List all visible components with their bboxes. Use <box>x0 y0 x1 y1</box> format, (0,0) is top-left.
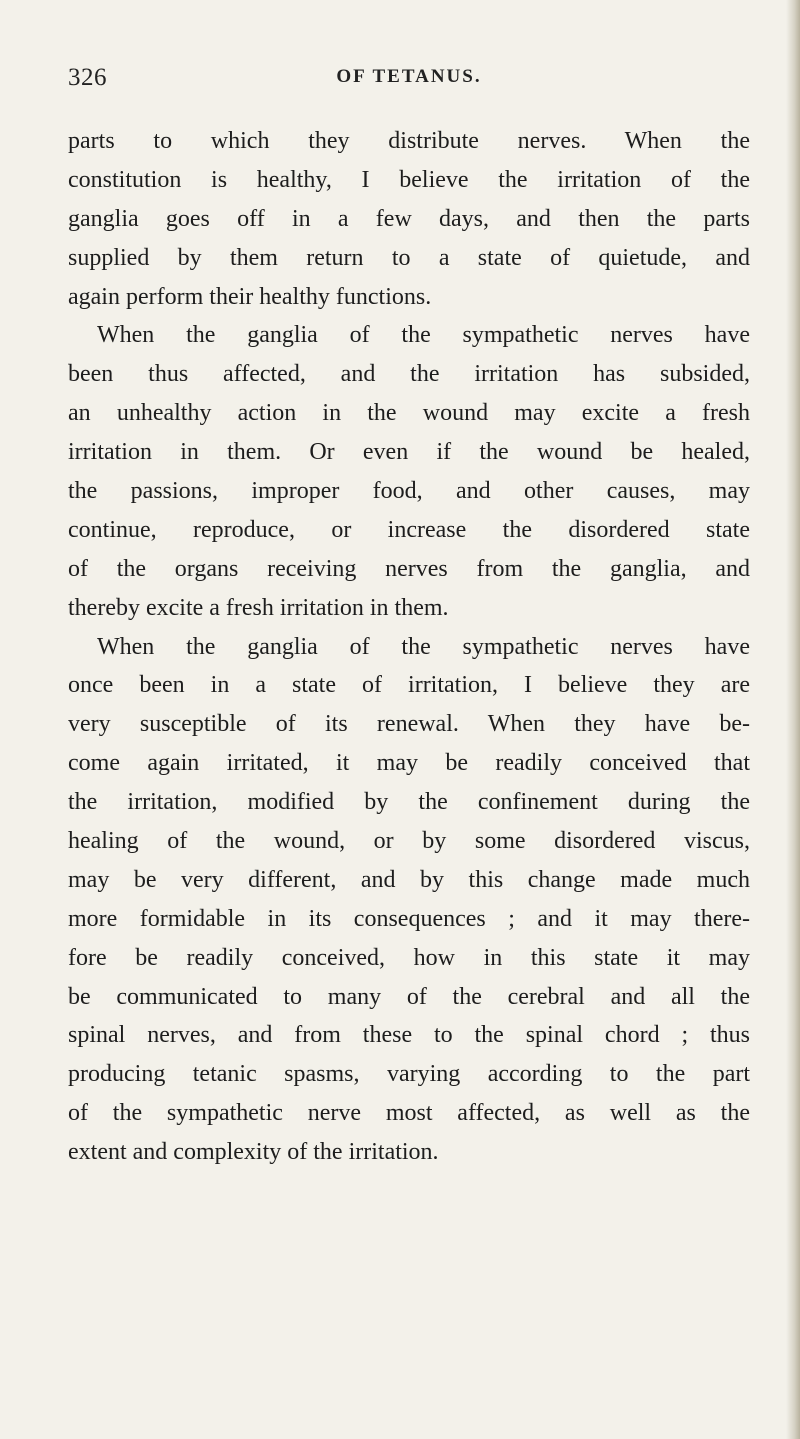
text-line: healing of the wound, or by some disordered viscus, <box>68 828 750 855</box>
text-line: When the ganglia of the sympathetic nerves have <box>97 633 750 660</box>
page-header <box>68 64 750 104</box>
text-line: come again irritated, it may be readily conceived that <box>68 750 750 777</box>
paragraph <box>68 122 750 316</box>
paragraph <box>68 316 750 627</box>
text-line: constitution is healthy, I believe the irritation of the <box>68 166 750 193</box>
page-number: 326 <box>68 64 107 91</box>
text-line: been thus affected, and the irritation has subsided, <box>68 361 750 388</box>
text-line: fore be readily conceived, how in this state it may <box>68 944 750 971</box>
text-line: irritation in them. Or even if the wound be healed, <box>68 439 750 466</box>
text-line: continue, reproduce, or increase the disordered state <box>68 516 750 543</box>
text-line: of the sympathetic nerve most affected, as well as the <box>68 1100 750 1127</box>
text-line: be communicated to many of the cerebral and all the <box>68 983 750 1010</box>
text-line: more formidable in its consequences ; and it may there- <box>68 905 750 932</box>
text-line: once been in a state of irritation, I believe they are <box>68 672 750 699</box>
text-line: of the organs receiving nerves from the ganglia, and <box>68 555 750 582</box>
text-line: thereby excite a fresh irritation in them. <box>68 594 449 621</box>
text-line: again perform their healthy functions. <box>68 283 432 310</box>
text-line: supplied by them return to a state of quietude, and <box>68 244 750 271</box>
text-line: extent and complexity of the irritation. <box>68 1139 439 1166</box>
text-line: the passions, improper food, and other causes, may <box>68 478 750 505</box>
running-title: OF TETANUS. <box>336 66 482 87</box>
text-line: an unhealthy action in the wound may excite a fresh <box>68 400 750 427</box>
text-line: parts to which they distribute nerves. When the <box>68 128 750 154</box>
body-text <box>68 122 750 1172</box>
text-line: When the ganglia of the sympathetic nerves have <box>97 322 750 349</box>
text-line: ganglia goes off in a few days, and then the parts <box>68 205 750 232</box>
text-line: spinal nerves, and from these to the spinal chord ; thus <box>68 1022 750 1049</box>
page-edge-shadow <box>786 0 800 1439</box>
text-line: the irritation, modified by the confinement during the <box>68 789 750 816</box>
text-line: producing tetanic spasms, varying according to the part <box>68 1061 750 1088</box>
text-line: very susceptible of its renewal. When they have be- <box>68 711 750 738</box>
text-line: may be very different, and by this change made much <box>68 866 750 893</box>
paragraph <box>68 628 750 1172</box>
